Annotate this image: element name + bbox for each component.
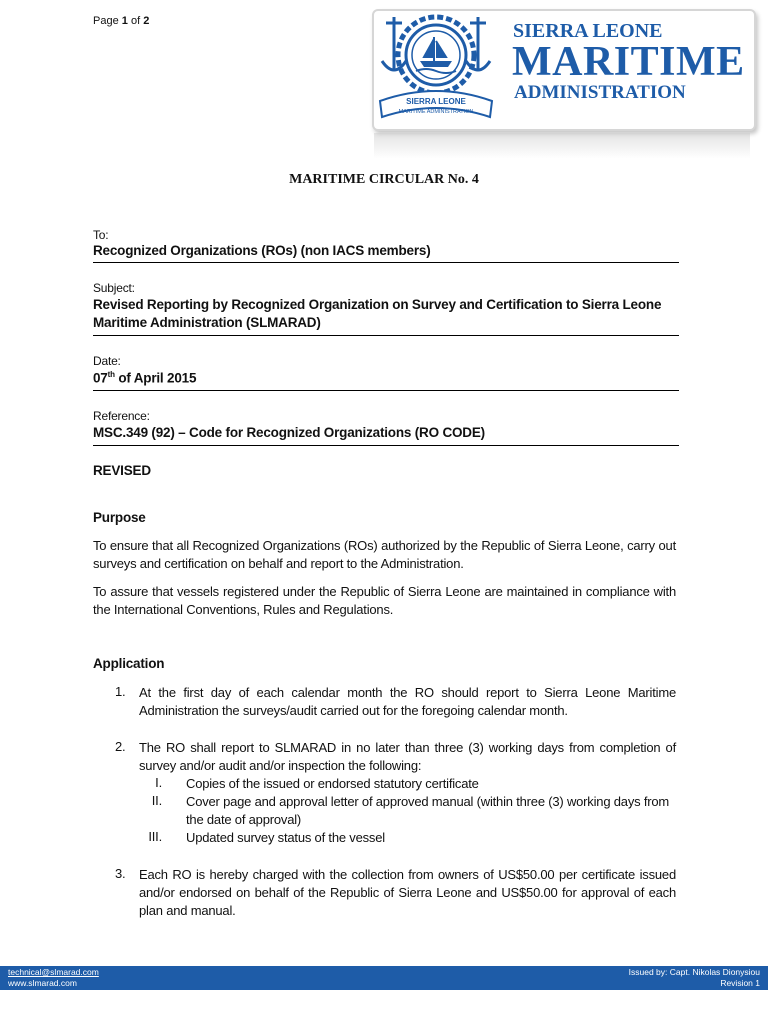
footer-bar	[0, 966, 768, 990]
divider	[93, 445, 679, 446]
date-suffix: th	[107, 370, 115, 379]
footer-revision: Revision 1	[720, 978, 760, 988]
sub-item-text: Cover page and approval letter of approved manual (within three (3) working days from the date of approval)	[186, 794, 670, 827]
subject-label: Subject:	[93, 281, 135, 295]
divider	[93, 262, 679, 263]
sub-item-number: II.	[151, 793, 162, 808]
list-item-number: 1.	[115, 684, 126, 699]
list-item-text: Each RO is hereby charged with the collection from owners of US$50.00 per certificate issued and/or endorsed on behalf of the Republic of Sierra Leone and US$50.00 for approval of each plan and manual.	[139, 867, 676, 918]
footer-email-link[interactable]: technical@slmarad.com	[8, 967, 99, 977]
purpose-paragraph-2: To assure that vessels registered under the Republic of Sierra Leone are maintained in compliance with the International Conventions, Rules and Regulations.	[93, 584, 676, 617]
sub-item-text: Copies of the issued or endorsed statutory certificate	[186, 776, 479, 791]
reference-label: Reference:	[93, 409, 150, 423]
sub-item-number: III.	[148, 829, 162, 844]
purpose-heading: Purpose	[93, 510, 146, 525]
circular-title: MARITIME CIRCULAR No. 4	[289, 172, 479, 187]
to-value: Recognized Organizations (ROs) (non IACS members)	[93, 243, 431, 258]
page-total: 2	[143, 15, 150, 27]
list-item-number: 3.	[115, 866, 126, 881]
footer-issued-by: Issued by: Capt. Nikolas Dionysiou	[628, 967, 760, 977]
list-item-number: 2.	[115, 739, 126, 754]
purpose-paragraph-1: To ensure that all Recognized Organizations (ROs) authorized by the Republic of Sierra Leone, carry out surveys and certification on behalf and report to the Administration.	[93, 538, 676, 571]
page-current: 1	[121, 15, 128, 27]
reference-value: MSC.349 (92) – Code for Recognized Organizations (RO CODE)	[93, 425, 485, 440]
to-label: To:	[93, 228, 109, 242]
maritime-emblem-icon	[372, 9, 512, 129]
emblem-ribbon-text: SIERRA LEONE	[406, 97, 466, 106]
logo-line-1: SIERRA LEONE	[513, 20, 663, 42]
list-item-text: The RO shall report to SLMARAD in no later than three (3) working days from completion of survey and/or audit and/or inspection the following:	[139, 740, 676, 773]
date-rest: of April 2015	[114, 370, 197, 386]
date-value	[93, 370, 196, 386]
sub-item-number: I.	[155, 775, 162, 790]
date-day: 07	[93, 370, 108, 386]
revised-heading: REVISED	[93, 463, 151, 478]
subject-value-line-2: Maritime Administration (SLMARAD)	[93, 315, 321, 330]
logo-reflection	[374, 133, 750, 159]
subject-value-line-1: Revised Reporting by Recognized Organization on Survey and Certification to Sierra Leone	[93, 297, 662, 312]
application-heading: Application	[93, 656, 165, 671]
page-of: of	[130, 15, 141, 27]
date-label: Date:	[93, 354, 121, 368]
page-number	[93, 15, 149, 27]
footer-website-link[interactable]: www.slmarad.com	[8, 978, 77, 988]
emblem-subtext: MARITIME ADMINISTRATION	[398, 109, 474, 115]
divider	[93, 335, 679, 336]
sub-item-text: Updated survey status of the vessel	[186, 830, 385, 845]
logo-line-2: MARITIME	[512, 39, 745, 85]
page-prefix: Page	[93, 15, 119, 27]
divider	[93, 390, 679, 391]
list-item-text: At the first day of each calendar month the RO should report to Sierra Leone Maritime Administration the surveys/audit carried out for the foregoing calendar month.	[139, 685, 676, 718]
logo-line-3: ADMINISTRATION	[514, 82, 686, 103]
